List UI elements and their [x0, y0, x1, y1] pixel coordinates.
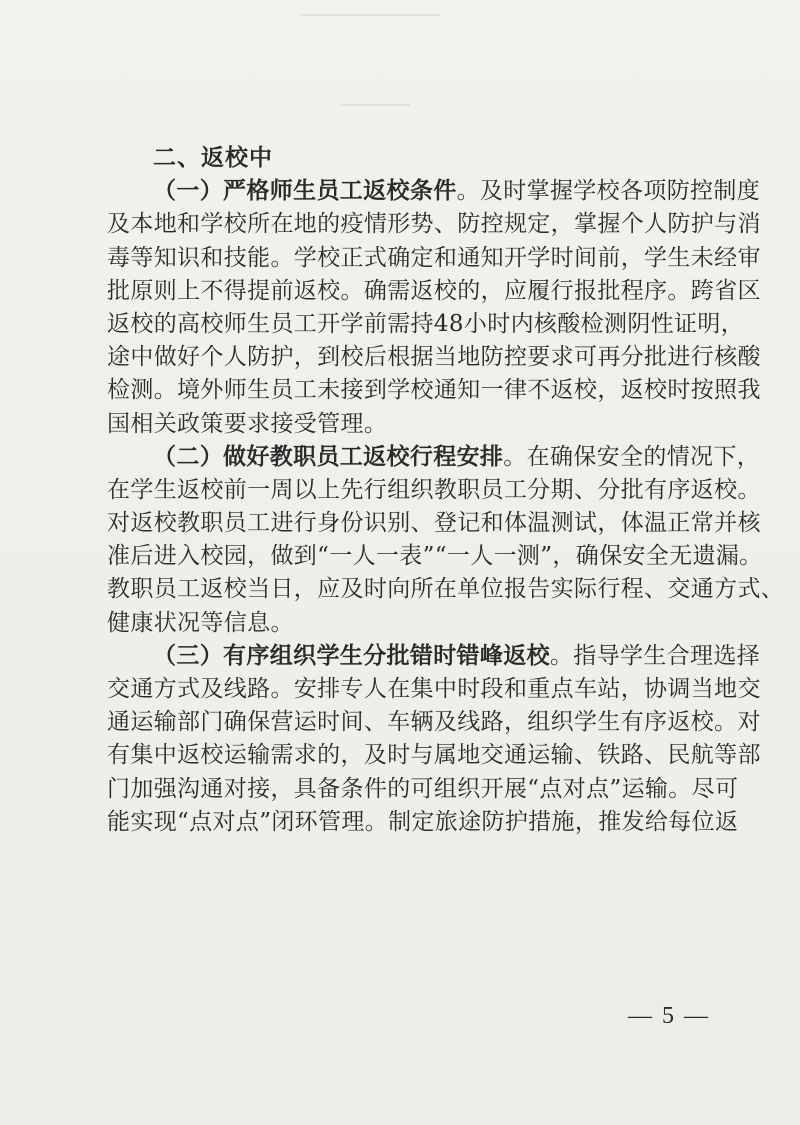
paragraph-line: 交通方式及线路。安排专人在集中时段和重点车站，协调当地交: [107, 676, 761, 702]
paragraph-line: 门加强沟通对接，具备条件的可组织开展“点对点”运输。尽可: [107, 775, 739, 802]
paragraph-3-title: （三）有序组织学生分批错时错峰返校: [153, 642, 550, 669]
paragraph-line: 健康状况等信息。: [107, 609, 294, 636]
paragraph-2-title: （二）做好教职员工返校行程安排: [153, 443, 504, 470]
paragraph-line: 教职员工返校当日，应及时向所在单位报告实际行程、交通方式、: [107, 576, 785, 603]
paragraph-line: 毒等知识和技能。学校正式确定和通知开学时间前，学生未经审: [107, 244, 761, 271]
document-body: [107, 142, 785, 839]
paragraph-line: 批原则上不得提前返校。确需返校的，应履行报批程序。跨省区: [107, 277, 761, 304]
bleed-through-mark: [340, 104, 410, 106]
paragraph-line: 通运输部门确保营运时间、车辆及线路，组织学生有序返校。对: [107, 709, 761, 736]
bleed-through-mark: [300, 14, 440, 16]
paragraph-text: 。指导学生合理选择: [549, 642, 761, 669]
paragraph-line: 准后进入校园，做到“一人一表”“一人一测”，确保安全无遗漏。: [107, 543, 763, 570]
paragraph-text: 。及时掌握学校各项防控制度: [456, 178, 761, 205]
paragraph-line: 在学生返校前一周以上先行组织教职员工分期、分批有序返校。: [107, 476, 761, 503]
paragraph-line: 及本地和学校所在地的疫情形势、防控规定，掌握个人防护与消: [107, 211, 761, 238]
paragraph-line: 能实现“点对点”闭环管理。制定旅途防护措施，推发给每位返: [107, 808, 739, 835]
paragraph-1-line-1: [107, 175, 761, 208]
paragraph-line: 途中做好个人防护，到校后根据当地防控要求可再分批进行核酸: [107, 344, 761, 371]
paragraph-line: 对返校教职员工进行身份识别、登记和体温测试，体温正常并核: [107, 510, 761, 537]
page-number: — 5 —: [628, 1003, 710, 1029]
section-heading: 二、返校中: [153, 145, 273, 171]
paragraph-3-line-1: [107, 640, 761, 673]
paragraph-text: 。在确保安全的情况下，: [503, 443, 761, 470]
paragraph-1-title: （一）严格师生员工返校条件: [153, 178, 457, 205]
paragraph-line: 有集中返校运输需求的，及时与属地交通运输、铁路、民航等部: [107, 742, 761, 769]
paragraph-line: 检测。境外师生员工未接到学校通知一律不返校，返校时按照我: [107, 377, 761, 404]
paragraph-2-line-1: [107, 441, 761, 474]
paragraph-line: 返校的高校师生员工开学前需持48小时内核酸检测阴性证明，: [107, 310, 745, 337]
paragraph-line: 国相关政策要求接受管理。: [107, 410, 388, 437]
